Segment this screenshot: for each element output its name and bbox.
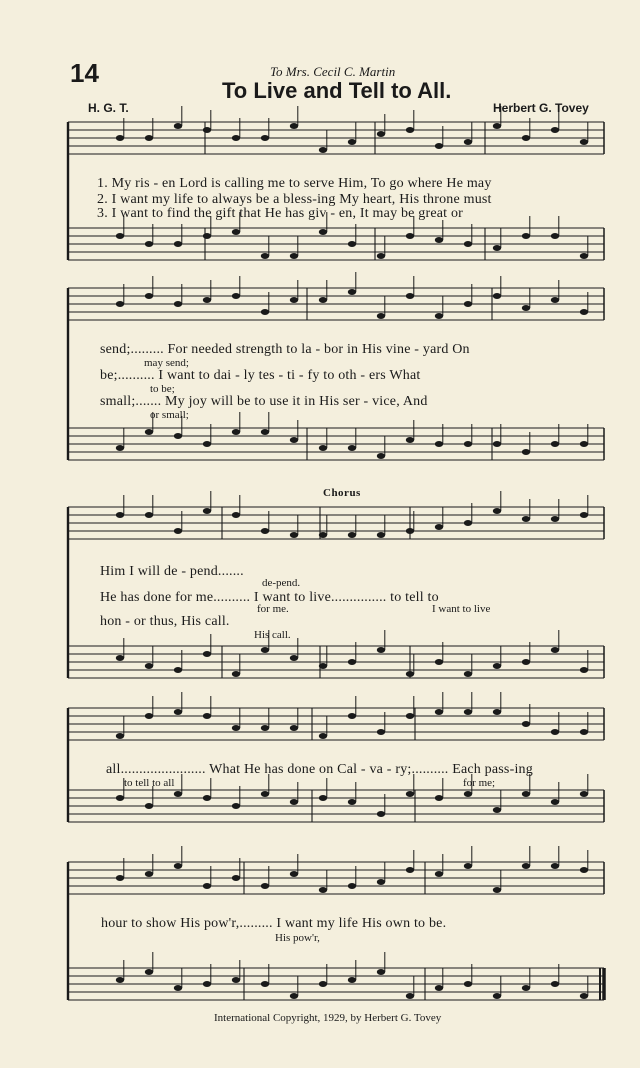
sys3-verse2: He has done for me.......... I want to live............... to tell to	[100, 590, 439, 605]
lyricist: H. G. T.	[88, 101, 129, 115]
sys3-verse2-alt2: I want to live	[432, 603, 491, 615]
sys2-verse1: send;......... For needed strength to la - bor in His vine - yard On	[100, 342, 470, 357]
sys2-verse2: be;.......... I want to dai - ly tes - ti - fy to oth - ers What	[100, 368, 421, 383]
chorus-label: Chorus	[323, 487, 361, 499]
sys4-verse1: all....................... What He has done on Cal - va - ry;.......... Each pass-ing	[106, 762, 533, 777]
sys2-verse2-alt: to be;	[150, 383, 175, 395]
hymn-number: 14	[70, 58, 99, 88]
sys1-verse2: 2. I want my life to always be a bless-ing My heart, His throne must	[97, 192, 492, 207]
sys3-verse2-alt: for me.	[257, 603, 289, 615]
sys1-verse1: 1. My ris - en Lord is calling me to serve Him, To go where He may	[97, 176, 492, 191]
sys3-verse1-alt: de-pend.	[262, 577, 301, 589]
sys3-verse3: hon - or thus, His call.	[100, 614, 230, 629]
sys2-verse1-alt: may send;	[144, 357, 189, 369]
dedication: To Mrs. Cecil C. Martin	[270, 64, 396, 79]
sys4-verse1-alt: to tell to all	[124, 777, 175, 789]
hymn-title: To Live and Tell to All.	[222, 78, 452, 103]
sys3-verse3-alt: His call.	[254, 629, 291, 641]
copyright: International Copyright, 1929, by Herbert G. Tovey	[214, 1012, 442, 1024]
composer: Herbert G. Tovey	[493, 101, 589, 115]
sys4-verse1-alt2: for me;	[463, 777, 496, 789]
sys5-verse1-alt: His pow'r,	[275, 932, 320, 944]
sys1-verse3: 3. I want to find the gift that He has giv - en, It may be great or	[97, 206, 464, 221]
sys3-verse1: Him I will de - pend.......	[100, 564, 244, 579]
sys5-verse1: hour to show His pow'r,......... I want my life His own to be.	[101, 916, 447, 931]
sys2-verse3: small;....... My joy will be to use it in His ser - vice, And	[100, 394, 428, 409]
sys2-verse3-alt: or small;	[150, 409, 189, 421]
